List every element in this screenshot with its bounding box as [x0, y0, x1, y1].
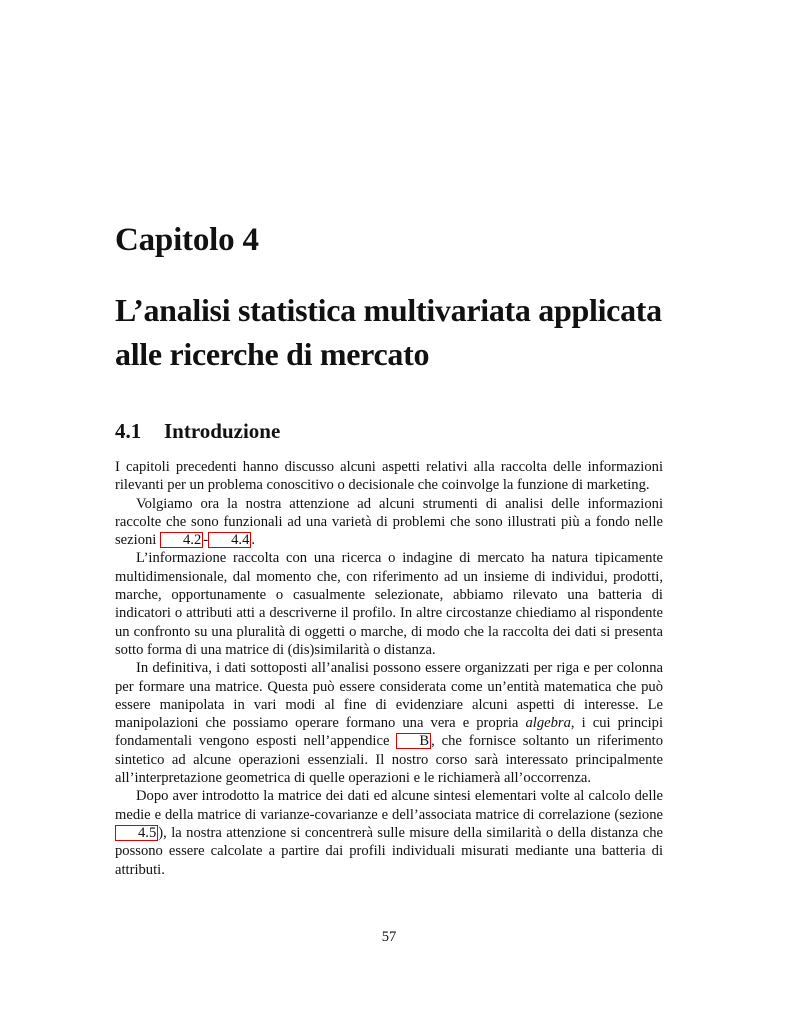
page-number: 57 [381, 929, 397, 945]
paragraph-2 [115, 495, 663, 550]
chapter-label: Capitolo 4 [115, 222, 259, 258]
paragraph-2-end: . [251, 532, 256, 549]
appendix-link-b[interactable]: B [396, 733, 431, 749]
paragraph-2-text: Volgiamo ora la nostra attenzione ad alcuni strumenti di analisi delle informazioni raccolte che sono funzionali ad una varietà di problemi che sono illustrati più a fondo nelle sezioni [115, 495, 663, 549]
paragraph-5-text: Dopo aver introdotto la matrice dei dati ed alcune sintesi elementari volte al calcolo delle medie e della matrice di varianze-covarianze e dell’associata matrice di correlazione (sezione [115, 788, 663, 823]
paragraph-3: L’informazione raccolta con una ricerca o indagine di mercato ha natura tipicamente multidimensionale, dal momento che, con riferimento ad un insieme di individui, prodotti, marche, opportunamente o casualmente selezionate, abbiamo rilevato una batteria di indicatori o attributi atti a descriverne il profilo. In altre circostanze chiediamo al rispondente un confronto su una pluralità di oggetti o marche, di modo che la raccolta dei dati si presenta sotto forma di una matrice di (dis)similarità o distanza. [115, 550, 663, 658]
section-number: 4.1 [115, 419, 142, 443]
paragraph-4 [115, 659, 663, 787]
paragraph-5-end: ), la nostra attenzione si concentrerà sulle misure della similarità o della distanza che possono essere calcolate a partire dai profili individuali misurati mediante una batteria di attributi. [115, 824, 663, 878]
section-link-4-4[interactable]: 4.4 [208, 532, 251, 548]
section-link-4-5[interactable]: 4.5 [115, 825, 158, 841]
paragraph-4-middle: , i cui principi fondamentali vengono esposti nell’appendice [115, 715, 663, 750]
body-text [115, 458, 663, 879]
paragraph-4-text: In definitiva, i dati sottoposti all’analisi possono essere organizzati per riga e per colonna per formare una matrice. Questa può essere considerata come un’entità matematica che può essere manipolata in vari modi al fine di evidenziare alcuni aspetti di interesse. Le manipolazioni che possiamo operare formano una vera e propria [115, 660, 663, 732]
section-heading [115, 419, 280, 444]
chapter-title: L’analisi statistica multivariata applicata alle ricerche di mercato [115, 292, 662, 372]
range-dash: - [203, 532, 209, 549]
paragraph-1: I capitoli precedenti hanno discusso alcuni aspetti relativi alla raccolta delle informazioni rilevanti per un problema conoscitivo o decisionale che coinvolge la funzione di marketing. [115, 459, 663, 494]
section-link-4-2[interactable]: 4.2 [160, 532, 203, 548]
section-title: Introduzione [164, 419, 281, 443]
emphasis-algebra: algebra [525, 715, 571, 732]
paragraph-4-end: , che fornisce soltanto un riferimento sintetico ad alcune operazioni essenziali. Il nostro corso sarà interessato principalmente all’interpretazione geometrica di quelle operazioni e le richiamerà all’occorrenza. [115, 733, 663, 787]
paragraph-5 [115, 787, 663, 878]
